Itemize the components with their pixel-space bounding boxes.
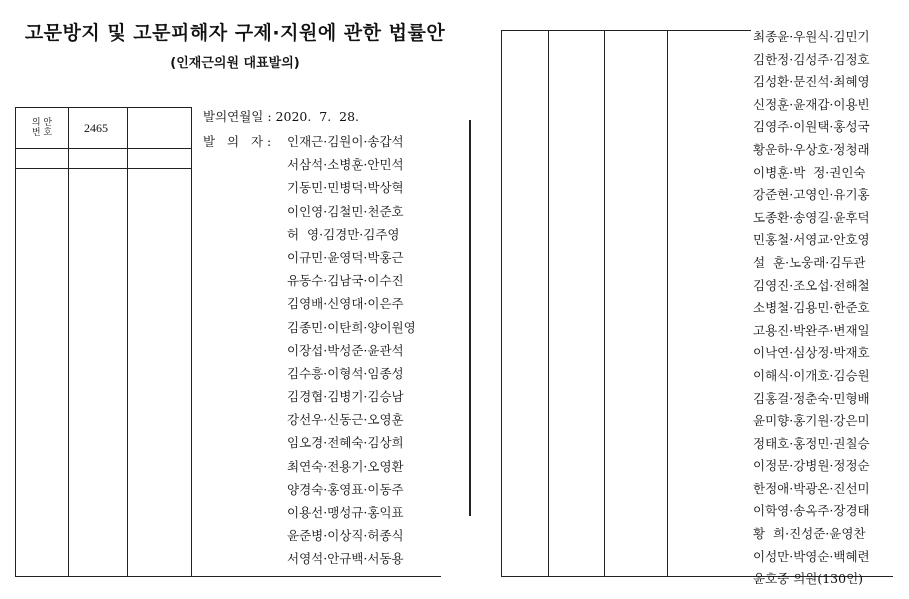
proposer-line: 유동수·김남국·이수진 xyxy=(287,273,404,289)
bill-title: 고문방지 및 고문피해자 구제·지원에 관한 법률안 xyxy=(24,22,446,44)
grid-line xyxy=(15,168,191,169)
proposer-list-left xyxy=(287,130,416,571)
grid-line xyxy=(501,30,751,31)
proposal-date: 발의연월일 : 2020. 7. 28. xyxy=(203,109,360,124)
grid-line xyxy=(548,30,549,577)
proposer-line: 인재근·김원이·송갑석 xyxy=(287,134,404,149)
proposer-line: 강준현·고영인·유기홍 xyxy=(753,187,870,203)
bill-number-label: 의 안 번 호 xyxy=(31,118,53,138)
proposer-line: 신정훈·윤재갑·이용빈 xyxy=(753,96,870,112)
grid-line xyxy=(15,107,16,577)
proposer-line: 김영진·조오섭·전해철 xyxy=(753,277,870,293)
proposer-line: 서삼석·소병훈·안민석 xyxy=(287,157,404,173)
grid-line xyxy=(15,107,191,108)
proposer-line: 이병훈·박 정·권인숙 xyxy=(753,164,866,180)
grid-line xyxy=(15,576,441,577)
proposer-line: 이성만·박영순·백혜련 xyxy=(753,548,870,564)
proposer-line: 이용선·맹성규·홍익표 xyxy=(287,505,404,520)
proposer-line: 설 훈·노웅래·김두관 xyxy=(753,254,866,270)
proposer-line: 김경협·김병기·김승남 xyxy=(287,389,404,405)
grid-line xyxy=(15,148,191,149)
grid-line xyxy=(604,30,605,577)
grid-line xyxy=(191,107,192,577)
grid-line xyxy=(68,107,69,577)
proposer-line: 임오경·전혜숙·김상희 xyxy=(287,435,404,451)
bill-subtitle: (인재근의원 대표발의) xyxy=(170,56,300,71)
grid-line xyxy=(501,30,502,577)
proposer-line: 김성환·문진석·최혜영 xyxy=(753,74,870,90)
proposer-line: 기동민·민병덕·박상혁 xyxy=(287,180,404,196)
column-divider xyxy=(469,120,471,516)
proposer-line: 김영주·이원택·홍성국 xyxy=(753,119,870,135)
proposer-line: 이해식·이개호·김승원 xyxy=(753,367,870,383)
proposer-line: 서영석·안규백·서동용 xyxy=(287,551,404,567)
proposer-line: 고용진·박완주·변재일 xyxy=(753,322,870,338)
proposer-line: 최연숙·전용기·오영환 xyxy=(287,458,404,474)
proposer-line: 민홍철·서영교·안호영 xyxy=(753,232,870,248)
proposer-line: 이낙연·심상정·박재호 xyxy=(753,345,870,361)
proposer-line: 김홍걸·정춘숙·민형배 xyxy=(753,390,870,406)
proposer-line: 도종환·송영길·윤후덕 xyxy=(753,209,870,225)
proposer-line: 이정문·강병원·정정순 xyxy=(753,458,870,474)
proposer-line: 윤미향·홍기원·강은미 xyxy=(753,413,870,429)
proposer-line: 황 희·진성준·윤영찬 xyxy=(753,526,866,542)
proposer-line: 정태호·홍정민·권칠승 xyxy=(753,435,870,451)
proposer-line: 김종민·이탄희·양이원영 xyxy=(287,319,416,335)
proposer-line: 김영배·신영대·이은주 xyxy=(287,296,404,312)
proposer-line: 강선우·신동근·오영훈 xyxy=(287,412,404,428)
proposer-line: 황운하·우상호·정청래 xyxy=(753,141,870,157)
grid-line xyxy=(127,107,128,577)
bill-number: 2465 xyxy=(84,121,108,135)
proposer-line: 허 영·김경만·김주영 xyxy=(287,226,400,242)
grid-line xyxy=(667,30,668,577)
proposer-line: 이장섭·박성준·윤관석 xyxy=(287,342,404,358)
proposer-line: 이학영·송옥주·장경태 xyxy=(753,503,870,519)
proposer-line: 소병철·김용민·한준호 xyxy=(753,300,870,316)
proposers-label: 발 의 자 : xyxy=(203,134,272,149)
proposer-line: 이인영·김철민·천준호 xyxy=(287,203,404,219)
proposer-line: 최종윤·우원식·김민기 xyxy=(753,29,870,44)
proposer-line: 김수흥·이형석·임종성 xyxy=(287,365,404,381)
proposer-list-right xyxy=(753,26,870,591)
proposer-line: 윤호중 의원(130인) xyxy=(753,571,864,587)
proposer-line: 김한정·김성주·김정호 xyxy=(753,51,870,67)
proposer-line: 이규민·윤영덕·박홍근 xyxy=(287,249,404,265)
proposer-line: 윤준병·이상직·허종식 xyxy=(287,528,404,544)
proposer-line: 양경숙·홍영표·이동주 xyxy=(287,481,404,497)
proposer-line: 한정애·박광온·진선미 xyxy=(753,480,870,496)
